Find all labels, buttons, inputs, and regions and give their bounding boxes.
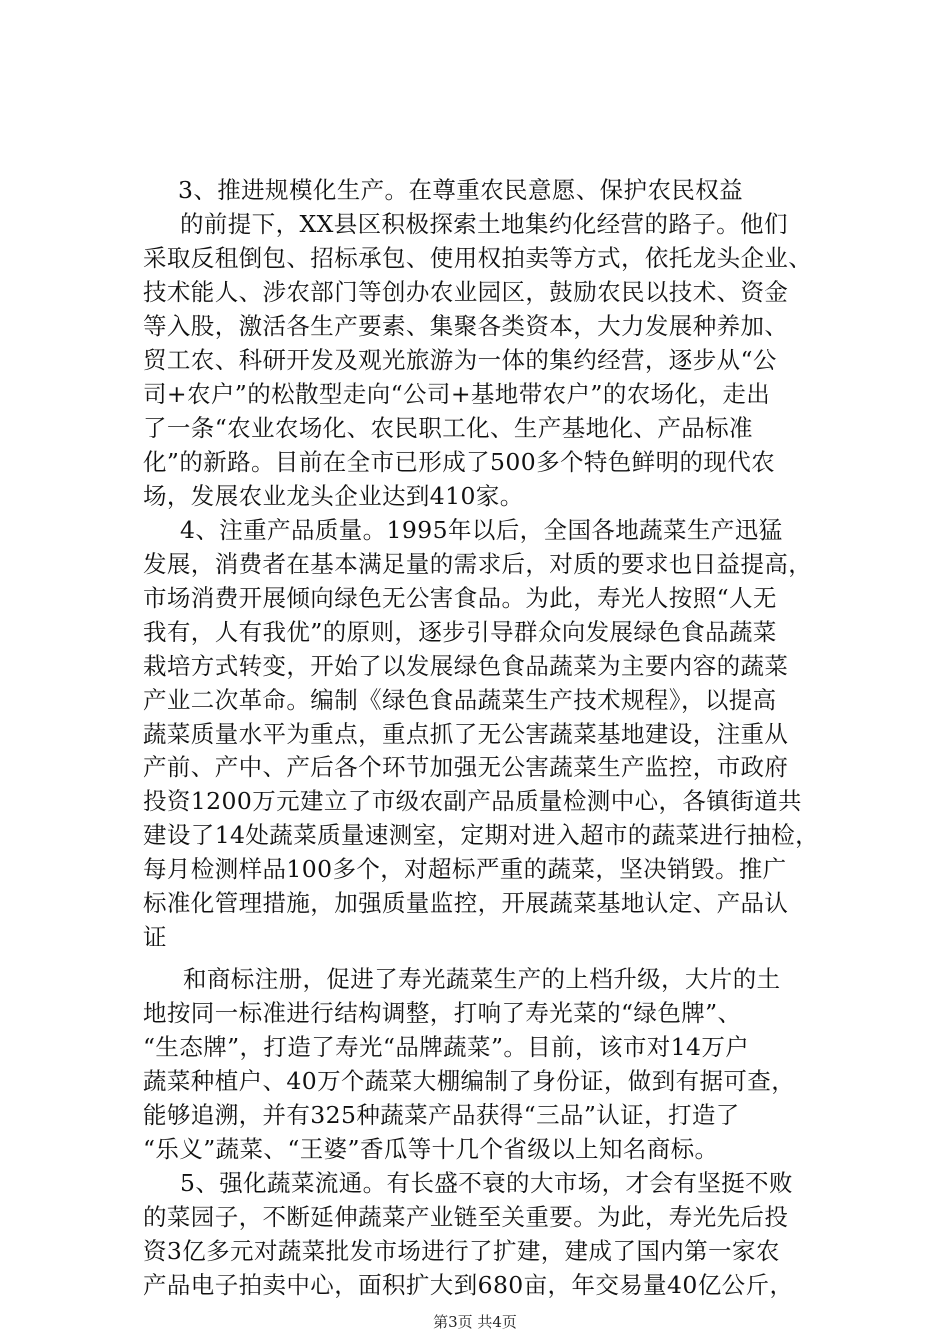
text-line: 蔬菜种植户、40万个蔬菜大棚编制了身份证，做到有据可查， [143,1067,796,1095]
text-line: 等入股，激活各生产要素、集聚各类资本，大力发展种养加、 [143,312,789,340]
text-line: 技术能人、涉农部门等创办农业园区，鼓励农民以技术、资金 [143,278,789,306]
text-line: 发展，消费者在基本满足量的需求后，对质的要求也日益提高， [143,550,813,578]
text-line: 蔬菜质量水平为重点，重点抓了无公害蔬菜基地建设，注重从 [143,720,789,748]
text-line: 了一条“农业农场化、农民职工化、生产基地化、产品标准 [143,414,753,442]
text-line: 我有，人有我优”的原则，逐步引导群众向发展绿色食品蔬菜 [143,618,777,646]
text-line: 建设了14处蔬菜质量速测室，定期对进入超市的蔬菜进行抽检， [143,821,820,849]
text-line: 和商标注册，促进了寿光蔬菜生产的上档升级，大片的土 [183,965,781,993]
text-line: 投资1200万元建立了市级农副产品质量检测中心，各镇街道共 [143,787,802,815]
text-line: 地按同一标准进行结构调整，打响了寿光菜的“绿色牌”、 [143,999,742,1027]
text-line: 司+农户”的松散型走向“公司+基地带农户”的农场化，走出 [143,380,771,408]
text-line: 场，发展农业龙头企业达到410家。 [143,482,524,510]
text-line: 的前提下，XX县区积极探索土地集约化经营的路子。他们 [180,210,788,238]
text-line: 市场消费开展倾向绿色无公害食品。为此，寿光人按照“人无 [143,584,777,612]
text-line: 5、强化蔬菜流通。有长盛不衰的大市场，才会有坚挺不败 [180,1169,793,1197]
text-line: 产品电子拍卖中心，面积扩大到680亩，年交易量40亿公斤， [143,1271,794,1299]
text-line: 贸工农、科研开发及观光旅游为一体的集约经营，逐步从“公 [143,346,777,374]
text-line: 采取反租倒包、招标承包、使用权拍卖等方式，依托龙头企业、 [143,244,813,272]
text-line: 的菜园子，不断延伸蔬菜产业链至关重要。为此，寿光先后投 [143,1203,789,1231]
text-line: 4、注重产品质量。1995年以后，全国各地蔬菜生产迅猛 [180,516,783,544]
text-line: 资3亿多元对蔬菜批发市场进行了扩建，建成了国内第一家农 [143,1237,780,1265]
text-line: “乐义”蔬菜、“王婆”香瓜等十几个省级以上知名商标。 [143,1135,719,1163]
text-line: 每月检测样品100多个，对超标严重的蔬菜，坚决销毁。推广 [143,855,787,883]
text-line: 3、推进规模化生产。在尊重农民意愿、保护农民权益 [178,176,744,204]
text-line: 产业二次革命。编制《绿色食品蔬菜生产技术规程》，以提高 [143,686,777,714]
text-line: 栽培方式转变，开始了以发展绿色食品蔬菜为主要内容的蔬菜 [143,652,789,680]
text-line: “生态牌”，打造了寿光“品牌蔬菜”。目前，该市对14万户 [143,1033,750,1061]
text-line: 证 [143,923,167,951]
text-line: 标准化管理措施，加强质量监控，开展蔬菜基地认定、产品认 [143,889,789,917]
page-footer: 第3页 共4页 [433,1313,517,1331]
text-line: 能够追溯，并有325种蔬菜产品获得“三品”认证，打造了 [143,1101,740,1129]
text-line: 化”的新路。目前在全市已形成了500多个特色鲜明的现代农 [143,448,776,476]
text-line: 产前、产中、产后各个环节加强无公害蔬菜生产监控，市政府 [143,753,789,781]
